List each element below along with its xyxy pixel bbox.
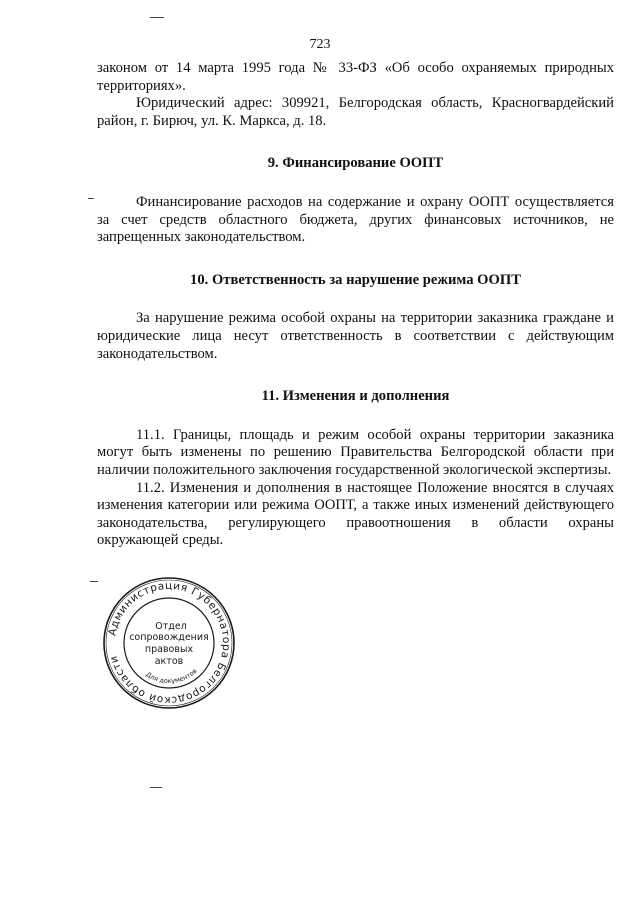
stamp-line: Отдел <box>155 621 187 632</box>
section-title-11: 11. Изменения и дополнения <box>261 388 450 405</box>
stamp-outer-text: Администрация Губернатора Белгородской области <box>106 579 233 707</box>
section-title-10: 10. Ответственность за нарушение режима ООПТ <box>190 271 521 288</box>
stamp-seal-icon <box>101 575 237 711</box>
stamp-line: актов <box>154 656 184 667</box>
section-10-paragraph: За нарушение режима особой охраны на территории заказника граждане и юридические лица несут ответственность в соответствии с действующим законодательством. <box>97 310 614 362</box>
paragraph: законом от 14 марта 1995 года № 33-ФЗ «Об особо охраняемых природных территориях». <box>97 60 614 94</box>
stamp-line: сопровождения <box>129 632 209 643</box>
document-body <box>97 60 614 550</box>
section-title-9: 9. Финансирование ООПТ <box>267 155 444 172</box>
stamp-line: правовых <box>144 644 194 655</box>
scan-artifact <box>150 17 164 18</box>
stamp-inner-text: Для документов <box>144 666 199 686</box>
scan-artifact <box>150 787 162 788</box>
section-11-paragraph-1: 11.1. Границы, площадь и режим особой охраны территории заказника могут быть изменены по решению Правительства Белгородской области при наличии положительного заключения государственной экологической экспертизы. <box>97 426 614 478</box>
scan-artifact <box>90 581 98 582</box>
page-number: 723 <box>309 37 331 52</box>
section-9-paragraph: Финансирование расходов на содержание и охрану ООПТ осуществляется за счет средств областного бюджета, других финансовых источников, не запрещенных законодательством. <box>97 193 614 246</box>
paragraph-address: Юридический адрес: 309921, Белгородская область, Красногвардейский район, г. Бирюч, ул. К. Маркса, д. 18. <box>97 95 614 129</box>
scan-artifact <box>88 198 94 199</box>
section-11-paragraph-2: 11.2. Изменения и дополнения в настоящее Положение вносятся в случаях изменения категории или режима ООПТ, а также иных изменений действующего законодательства, регулирующего правоотношения в области охраны окружающей среды. <box>97 479 614 549</box>
official-stamp <box>101 575 237 711</box>
